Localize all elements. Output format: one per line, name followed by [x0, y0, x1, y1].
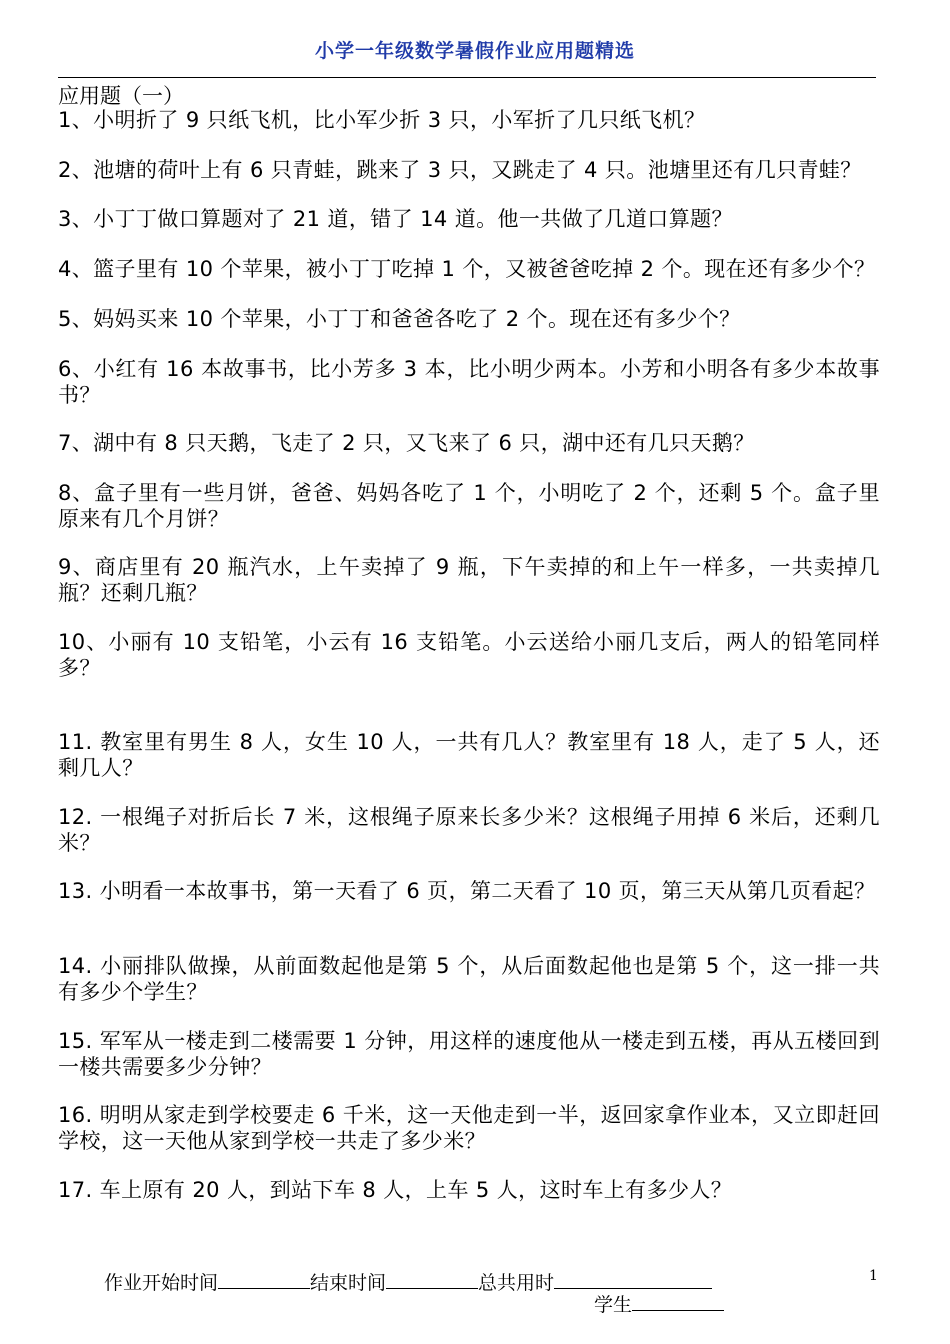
- question-item: 8、盒子里有一些月饼，爸爸、妈妈各吃了 1 个，小明吃了 2 个，还剩 5 个。盒子里原来有几个月饼？: [58, 481, 880, 531]
- student-label: 学生: [594, 1294, 633, 1316]
- total-time-label: 总共用时: [478, 1272, 555, 1294]
- question-item: 14. 小丽排队做操，从前面数起他是第 5 个，从后面数起他也是第 5 个，这一排一共有多少个学生？: [58, 954, 880, 1004]
- total-time-blank: [554, 1270, 712, 1289]
- question-item: 7、湖中有 8 只天鹅，飞走了 2 只，又飞来了 6 只，湖中还有几只天鹅？: [58, 431, 755, 455]
- student-signature-line: [594, 1290, 724, 1317]
- end-time-blank: [386, 1270, 478, 1289]
- start-time-blank: [218, 1270, 310, 1289]
- end-time-label: 结束时间: [310, 1272, 387, 1294]
- question-item: 1、小明折了 9 只纸飞机，比小军少折 3 只，小军折了几只纸飞机？: [58, 108, 706, 132]
- question-item: 9、商店里有 20 瓶汽水，上午卖掉了 9 瓶，下午卖掉的和上午一样多，一共卖掉几瓶？还剩几瓶？: [58, 555, 880, 605]
- question-item: 10、小丽有 10 支铅笔，小云有 16 支铅笔。小云送给小丽几支后，两人的铅笔同样多？: [58, 630, 880, 680]
- question-item: 2、池塘的荷叶上有 6 只青蛙，跳来了 3 只，又跳走了 4 只。池塘里还有几只青蛙？: [58, 158, 862, 182]
- document-title: 小学一年级数学暑假作业应用题精选: [314, 40, 635, 62]
- question-item: 12. 一根绳子对折后长 7 米，这根绳子原来长多少米？这根绳子用掉 6 米后，还剩几米？: [58, 805, 880, 855]
- question-item: 13. 小明看一本故事书，第一天看了 6 页，第二天看了 10 页，第三天从第几页看起？: [58, 879, 876, 903]
- section-heading: 应用题（一）: [58, 84, 184, 108]
- question-item: 4、篮子里有 10 个苹果，被小丁丁吃掉 1 个，又被爸爸吃掉 2 个。现在还有多少个？: [58, 257, 876, 281]
- question-item: 11. 教室里有男生 8 人，女生 10 人，一共有几人？教室里有 18 人，走了 5 人，还剩几人？: [58, 730, 880, 780]
- question-item: 15. 军军从一楼走到二楼需要 1 分钟，用这样的速度他从一楼走到五楼，再从五楼回到一楼共需要多少分钟？: [58, 1029, 880, 1079]
- question-item: 17. 车上原有 20 人，到站下车 8 人，上车 5 人，这时车上有多少人？: [58, 1178, 733, 1202]
- question-item: 5、妈妈买来 10 个苹果，小丁丁和爸爸各吃了 2 个。现在还有多少个？: [58, 307, 741, 331]
- question-item: 3、小丁丁做口算题对了 21 道，错了 14 道。他一共做了几道口算题？: [58, 207, 733, 231]
- header-divider: [58, 77, 876, 78]
- start-time-label: 作业开始时间: [104, 1272, 219, 1294]
- student-blank: [632, 1292, 724, 1311]
- page-number: 1: [869, 1268, 878, 1284]
- question-item: 16. 明明从家走到学校要走 6 千米，这一天他走到一半，返回家拿作业本，又立即赶回学校，这一天他从家到学校一共走了多少米？: [58, 1103, 880, 1153]
- question-item: 6、小红有 16 本故事书，比小芳多 3 本，比小明少两本。小芳和小明各有多少本故事书？: [58, 357, 880, 407]
